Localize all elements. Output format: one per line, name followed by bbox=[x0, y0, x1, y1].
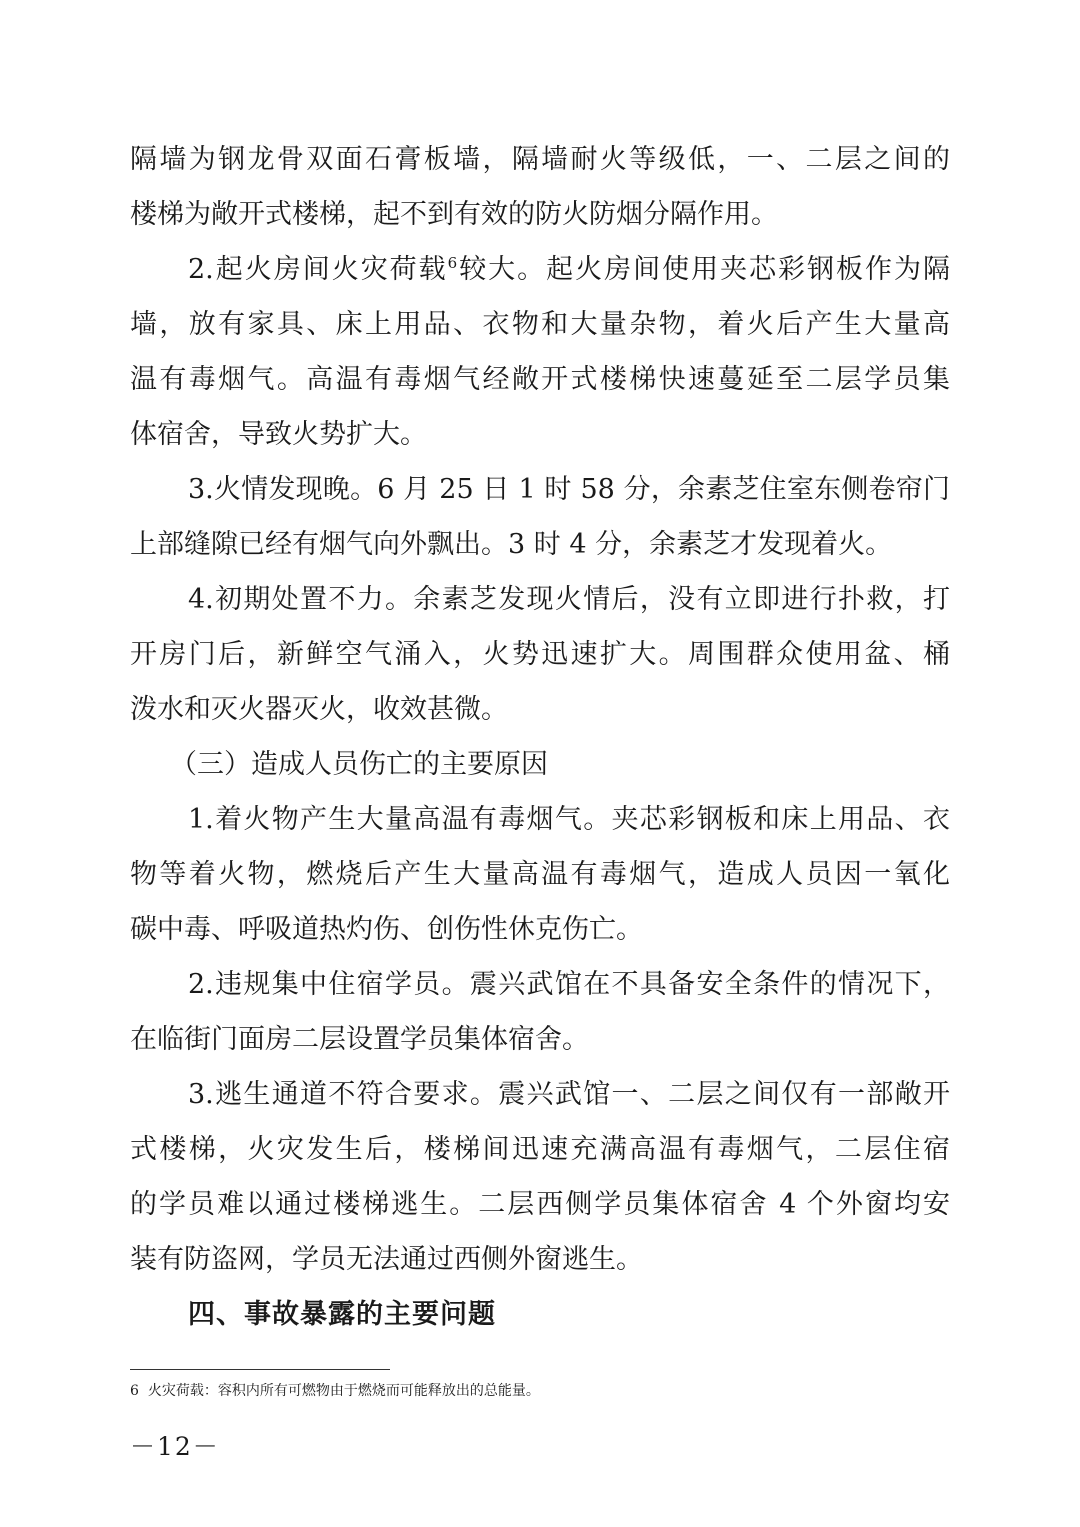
footnote bbox=[130, 1381, 540, 1401]
body-text-line bbox=[188, 250, 950, 290]
body-text-line: 在临街门面房二层设置学员集体宿舍。 bbox=[130, 1024, 589, 1055]
body-text-line: 隔墙为钢龙骨双面石膏板墙，隔墙耐火等级低，一、二层之间的 bbox=[130, 144, 950, 175]
body-text-line: 物等着火物，燃烧后产生大量高温有毒烟气，造成人员因一氧化 bbox=[130, 859, 950, 890]
body-text-line: 碳中毒、呼吸道热灼伤、创伤性休克伤亡。 bbox=[130, 914, 643, 945]
paragraph-lead-rest: 较大。起火房间使用夹芯彩钢板作为隔 bbox=[457, 254, 950, 285]
body-text-line: 4.初期处置不力。余素芝发现火情后，没有立即进行扑救，打 bbox=[188, 584, 950, 615]
body-text-line: 1.着火物产生大量高温有毒烟气。夹芯彩钢板和床上用品、衣 bbox=[188, 804, 950, 835]
body-text-line: 的学员难以通过楼梯逃生。二层西侧学员集体宿舍 4 个外窗均安 bbox=[130, 1189, 950, 1220]
body-text-line: 装有防盗网，学员无法通过西侧外窗逃生。 bbox=[130, 1244, 643, 1275]
paragraph-lead: 2.起火房间火灾荷载 bbox=[188, 254, 448, 285]
section-heading: 四、事故暴露的主要问题 bbox=[188, 1299, 496, 1330]
page-number: －12－ bbox=[130, 1432, 220, 1461]
body-text-line: 2.违规集中住宿学员。震兴武馆在不具备安全条件的情况下， bbox=[188, 969, 950, 1000]
footnote-text: 火灾荷载：容积内所有可燃物由于燃烧而可能释放出的总能量。 bbox=[147, 1383, 540, 1399]
body-text-line: 体宿舍，导致火势扩大。 bbox=[130, 419, 427, 450]
body-text-line: 3.逃生通道不符合要求。震兴武馆一、二层之间仅有一部敞开 bbox=[188, 1079, 950, 1110]
subsection-heading: （三）造成人员伤亡的主要原因 bbox=[170, 749, 548, 780]
body-text-line: 泼水和灭火器灭火，收效甚微。 bbox=[130, 694, 508, 725]
body-text-line: 墙，放有家具、床上用品、衣物和大量杂物，着火后产生大量高 bbox=[130, 309, 950, 340]
body-text-line: 式楼梯，火灾发生后，楼梯间迅速充满高温有毒烟气，二层住宿 bbox=[130, 1134, 950, 1165]
body-text-line: 温有毒烟气。高温有毒烟气经敞开式楼梯快速蔓延至二层学员集 bbox=[130, 364, 950, 395]
body-text-line: 3.火情发现晚。6 月 25 日 1 时 58 分，余素芝住室东侧卷帘门 bbox=[188, 474, 950, 505]
footnote-reference: 6 bbox=[447, 254, 458, 272]
body-text-line: 开房门后，新鲜空气涌入，火势迅速扩大。周围群众使用盆、桶 bbox=[130, 639, 950, 670]
footnote-separator bbox=[130, 1369, 390, 1370]
footnote-number: 6 bbox=[130, 1383, 139, 1399]
body-text-line: 上部缝隙已经有烟气向外飘出。3 时 4 分，余素芝才发现着火。 bbox=[130, 529, 893, 560]
body-text-line: 楼梯为敞开式楼梯，起不到有效的防火防烟分隔作用。 bbox=[130, 199, 778, 230]
